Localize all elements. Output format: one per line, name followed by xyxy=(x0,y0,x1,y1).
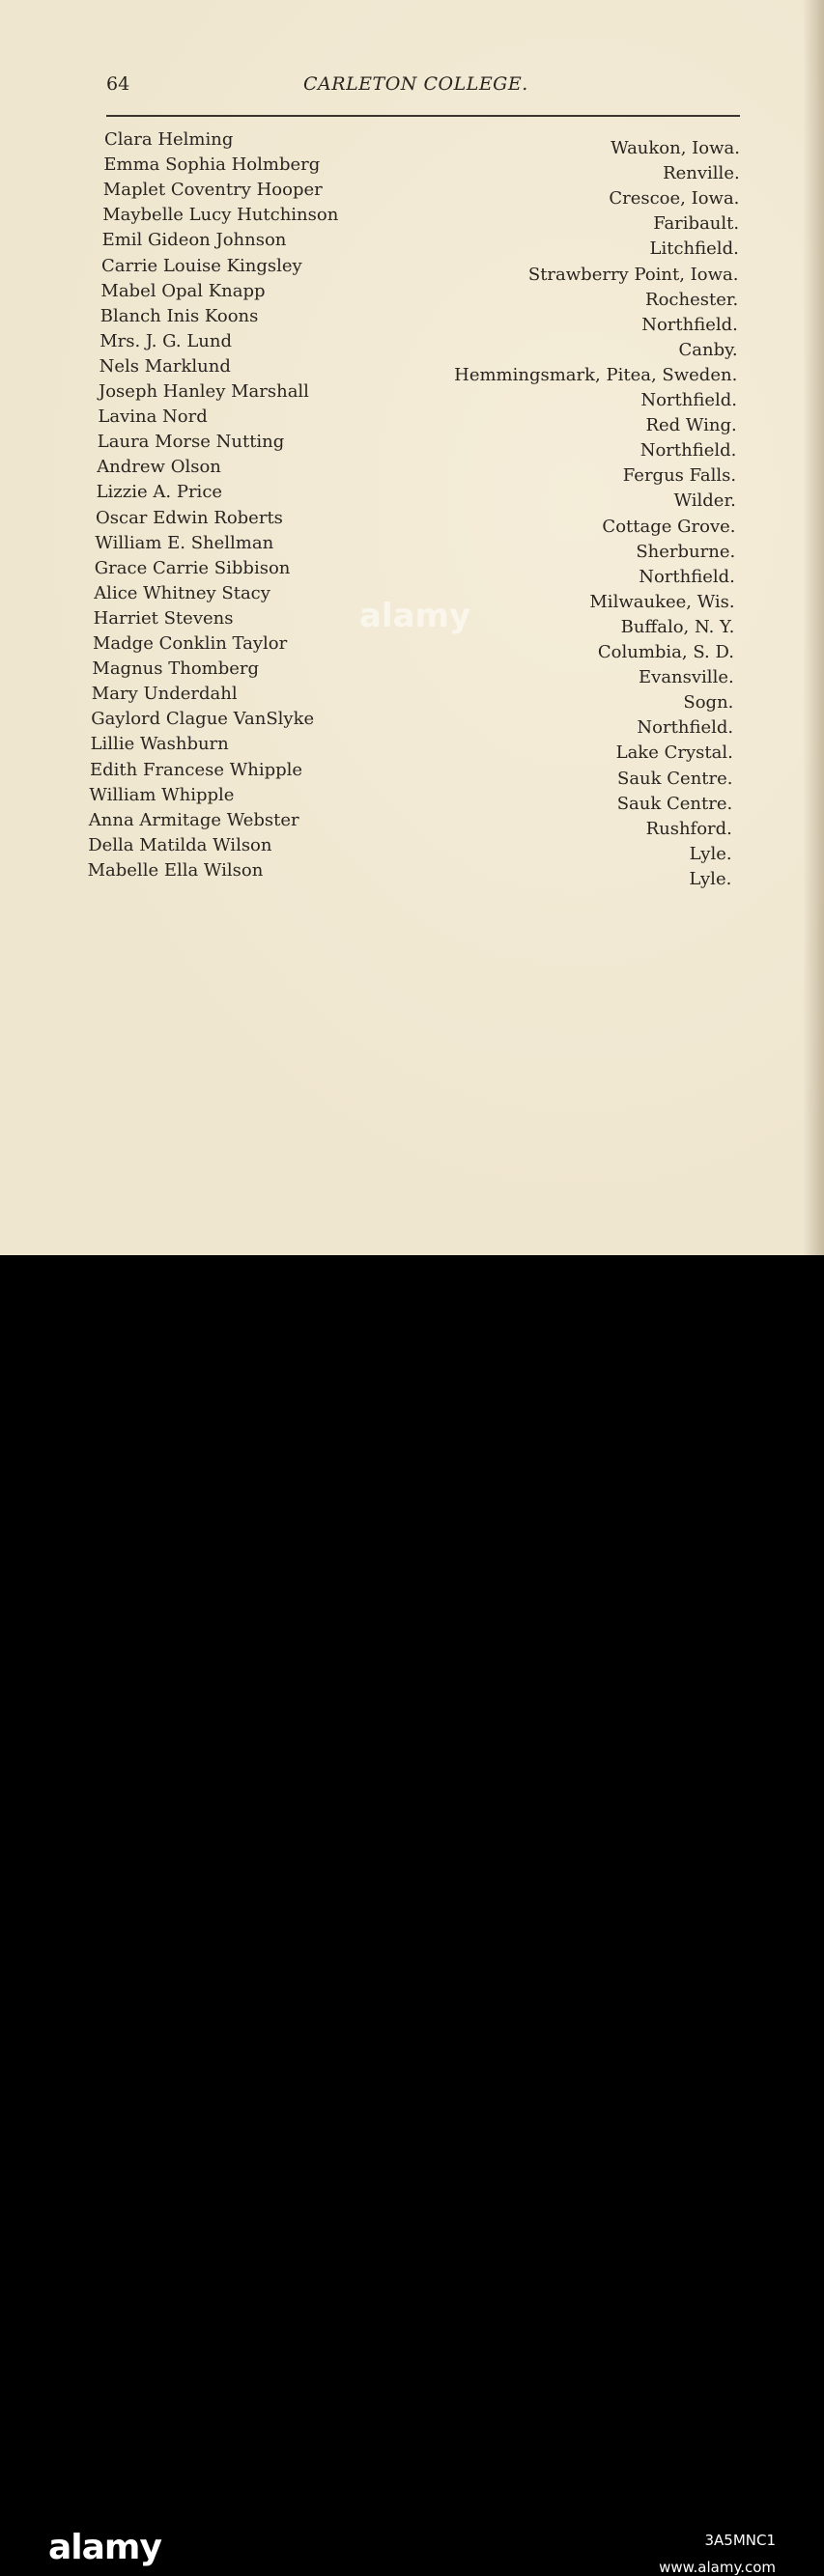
list-item xyxy=(0,759,824,789)
student-name: Magnus Thomberg xyxy=(92,658,260,680)
student-hometown: Rochester. xyxy=(645,289,739,310)
student-hometown: Fergus Falls. xyxy=(622,465,737,487)
student-hometown: Red Wing. xyxy=(645,415,737,436)
list-item xyxy=(0,330,824,360)
student-hometown: Northfield. xyxy=(641,314,738,335)
student-name: Madge Conklin Taylor xyxy=(93,633,288,654)
student-name: Mrs. J. G. Lund xyxy=(99,330,233,351)
student-name: Maybelle Lucy Hutchinson xyxy=(102,205,339,226)
student-hometown: Sogn. xyxy=(683,692,734,714)
list-item xyxy=(0,809,824,839)
student-name: Laura Morse Nutting xyxy=(97,432,285,453)
list-item xyxy=(0,859,824,889)
page-header xyxy=(106,73,744,102)
student-hometown: Northfield. xyxy=(637,717,734,739)
image-code: 3A5MNC1 xyxy=(704,2532,776,2549)
student-name: Mabel Opal Knapp xyxy=(100,280,266,301)
student-hometown: Strawberry Point, Iowa. xyxy=(527,264,739,285)
student-name: Lavina Nord xyxy=(98,406,208,428)
student-hometown: Lake Crystal. xyxy=(615,742,733,764)
student-hometown: Lyle. xyxy=(689,843,732,864)
list-item xyxy=(0,205,824,235)
student-hometown: Hemmingsmark, Pitea, Sweden. xyxy=(454,364,738,385)
student-name: Harriet Stevens xyxy=(93,607,234,629)
student-hometown: Lyle. xyxy=(689,868,732,889)
student-name: William E. Shellman xyxy=(95,532,274,553)
running-title: CARLETON COLLEGE. xyxy=(303,73,528,95)
list-item xyxy=(0,154,824,184)
student-hometown: Buffalo, N. Y. xyxy=(620,616,735,637)
list-item xyxy=(0,129,824,158)
list-item xyxy=(0,507,824,537)
alamy-logo: alamy xyxy=(48,2528,161,2567)
list-item xyxy=(0,305,824,335)
list-item xyxy=(0,784,824,814)
student-name: Anna Armitage Webster xyxy=(88,809,299,830)
student-name: William Whipple xyxy=(89,784,235,805)
student-hometown: Cottage Grove. xyxy=(602,516,736,537)
list-item xyxy=(0,280,824,310)
student-hometown: Wilder. xyxy=(673,490,736,512)
student-name: Alice Whitney Stacy xyxy=(94,582,270,603)
student-name: Mabelle Ella Wilson xyxy=(87,859,264,881)
list-item xyxy=(0,255,824,285)
page-number: 64 xyxy=(106,73,130,95)
student-hometown: Columbia, S. D. xyxy=(597,642,734,662)
student-name: Andrew Olson xyxy=(97,457,221,478)
list-item xyxy=(0,734,824,764)
student-hometown: Waukon, Iowa. xyxy=(611,138,740,158)
student-name: Oscar Edwin Roberts xyxy=(96,507,283,528)
student-hometown: Milwaukee, Wis. xyxy=(589,591,735,612)
student-name: Nels Marklund xyxy=(99,355,231,377)
student-hometown: Canby. xyxy=(678,339,738,360)
list-item xyxy=(0,406,824,436)
student-name: Grace Carrie Sibbison xyxy=(94,557,291,578)
list-item xyxy=(0,633,824,662)
student-hometown: Crescoe, Iowa. xyxy=(609,188,740,210)
student-name: Emil Gideon Johnson xyxy=(101,230,287,251)
student-name: Mary Underdahl xyxy=(91,684,238,705)
book-page xyxy=(0,0,824,1255)
stock-footer xyxy=(0,1255,824,2576)
list-item xyxy=(0,230,824,260)
list-item xyxy=(0,557,824,587)
list-item xyxy=(0,709,824,739)
student-hometown: Northfield. xyxy=(640,390,737,410)
student-name: Clara Helming xyxy=(104,129,234,150)
list-item xyxy=(0,684,824,714)
student-name: Joseph Hanley Marshall xyxy=(99,381,309,402)
student-name: Maplet Coventry Hooper xyxy=(102,180,323,201)
student-hometown: Sauk Centre. xyxy=(616,793,733,814)
header-rule xyxy=(106,115,740,117)
list-item xyxy=(0,658,824,688)
list-item xyxy=(0,532,824,562)
list-item xyxy=(0,355,824,385)
student-name: Gaylord Clague VanSlyke xyxy=(91,709,315,730)
alamy-watermark-center: alamy xyxy=(359,597,471,635)
list-item xyxy=(0,834,824,864)
list-item xyxy=(0,482,824,512)
student-hometown: Sauk Centre. xyxy=(616,768,733,789)
student-name: Emma Sophia Holmberg xyxy=(103,154,321,176)
student-hometown: Sherburne. xyxy=(636,541,736,562)
student-hometown: Northfield. xyxy=(639,566,735,587)
student-name: Della Matilda Wilson xyxy=(88,834,272,855)
list-item xyxy=(0,432,824,462)
student-hometown: Northfield. xyxy=(639,440,737,462)
student-name: Carrie Louise Kingsley xyxy=(101,255,302,276)
student-hometown: Renville. xyxy=(663,163,740,184)
student-name: Blanch Inis Koons xyxy=(99,305,259,326)
list-item xyxy=(0,180,824,210)
site-url: www.alamy.com xyxy=(659,2559,776,2576)
list-item xyxy=(0,381,824,410)
student-hometown: Litchfield. xyxy=(649,238,739,260)
student-hometown: Evansville. xyxy=(639,667,734,688)
student-name: Lillie Washburn xyxy=(90,734,229,755)
student-name: Lizzie A. Price xyxy=(96,482,223,503)
student-hometown: Faribault. xyxy=(653,213,740,235)
list-item xyxy=(0,457,824,487)
student-hometown: Rushford. xyxy=(645,818,732,839)
student-name: Edith Francese Whipple xyxy=(90,759,303,780)
